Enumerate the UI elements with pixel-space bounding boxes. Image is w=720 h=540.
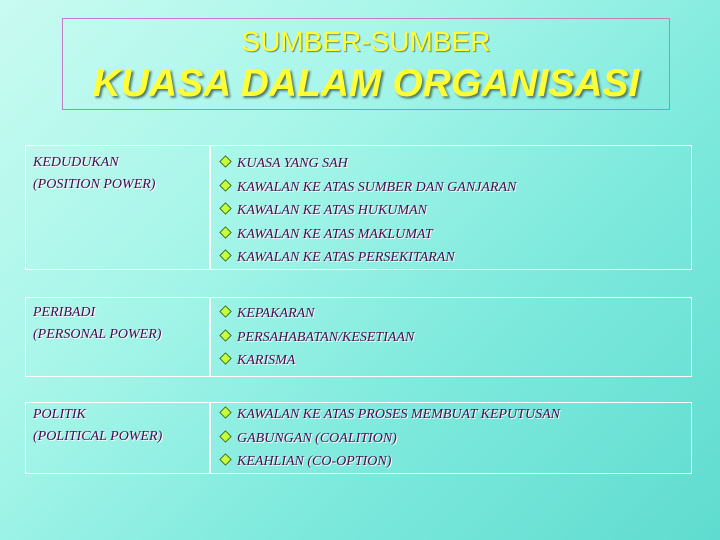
list-item: KAWALAN KE ATAS PERSEKITARAN xyxy=(218,246,516,270)
diamond-bullet-icon xyxy=(219,226,232,239)
section-3-items xyxy=(218,403,560,474)
list-item: KAWALAN KE ATAS HUKUMAN xyxy=(218,199,516,223)
section-2-items xyxy=(218,302,414,373)
section-1-label-line-2: (POSITION POWER) xyxy=(33,177,156,192)
diamond-bullet-icon xyxy=(219,249,232,262)
section-2-label-line-1: PERIBADI xyxy=(33,305,96,320)
diamond-bullet-icon xyxy=(219,453,232,466)
diamond-bullet-icon xyxy=(219,430,232,443)
list-item: KEPAKARAN xyxy=(218,302,414,326)
list-item: PERSAHABATAN/KESETIAAN xyxy=(218,326,414,350)
list-item: KEAHLIAN (CO-OPTION) xyxy=(218,450,560,474)
section-2-label-line-2: (PERSONAL POWER) xyxy=(33,327,162,342)
diamond-bullet-icon xyxy=(219,179,232,192)
list-item: GABUNGAN (COALITION) xyxy=(218,427,560,451)
title-line-2: KUASA DALAM ORGANISASI xyxy=(92,62,640,105)
list-item: KAWALAN KE ATAS MAKLUMAT xyxy=(218,223,516,247)
diamond-bullet-icon xyxy=(219,329,232,342)
title-line-1: SUMBER-SUMBER xyxy=(241,26,491,57)
diamond-bullet-icon xyxy=(219,352,232,365)
diamond-bullet-icon xyxy=(219,202,232,215)
list-item: KAWALAN KE ATAS SUMBER DAN GANJARAN xyxy=(218,176,516,200)
diamond-bullet-icon xyxy=(219,305,232,318)
section-3-label-line-2: (POLITICAL POWER) xyxy=(33,429,163,444)
section-2-label xyxy=(33,302,213,346)
title-box xyxy=(62,18,670,110)
section-3-label xyxy=(33,404,213,448)
diamond-bullet-icon xyxy=(219,155,232,168)
list-item: KARISMA xyxy=(218,349,414,373)
list-item: KAWALAN KE ATAS PROSES MEMBUAT KEPUTUSAN xyxy=(218,403,560,427)
diamond-bullet-icon xyxy=(219,406,232,419)
section-1-items xyxy=(218,152,516,270)
section-1-label xyxy=(33,152,213,196)
section-3-label-line-1: POLITIK xyxy=(33,407,86,422)
list-item: KUASA YANG SAH xyxy=(218,152,516,176)
section-1-label-line-1: KEDUDUKAN xyxy=(33,155,119,170)
